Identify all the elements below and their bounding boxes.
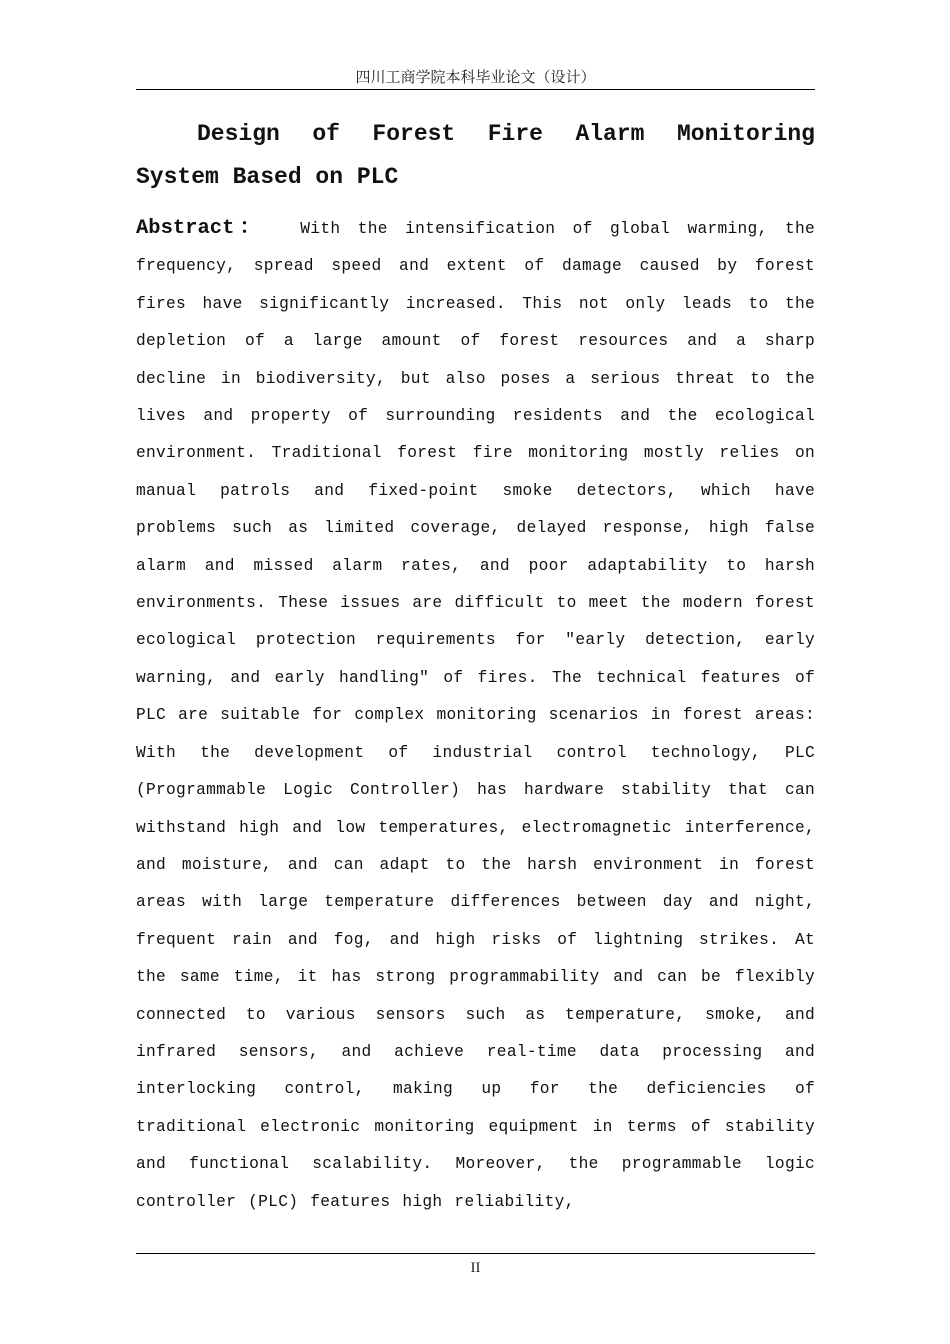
abstract-label: Abstract： xyxy=(136,217,266,240)
header-rule xyxy=(136,89,815,90)
running-header: 四川工商学院本科毕业论文（设计） xyxy=(355,68,596,86)
abstract-text: With the intensification of global warming, the frequency, spread speed and extent of damage caused by forest fires have significantly increased. This not only leads to the depletion of a large amount of forest resources and a sharp decline in biodiversity, but also poses a serious threat to the lives and property of surrounding residents and the ecological environment. Traditional forest fire monitoring mostly relies on manual patrols and fixed-point smoke detectors, which have problems such as limited coverage, delayed response, high false alarm and missed alarm rates, and poor adaptability to harsh environments. These issues are difficult to meet the modern forest ecological protection requirements for "early detection, early warning, and early handling" of fires. The technical features of PLC are suitable for complex monitoring scenarios in forest areas: With the development of industrial control technology, PLC (Programmable Logic Controller) has hardware stability that can withstand high and low temperatures, electromagnetic interference, and moisture, and can adapt to the harsh environment in forest areas with large temperature differences between day and night, frequent rain and fog, and high risks of lightning strikes. At the same time, it has strong programmability and can be flexibly connected to various sensors such as temperature, smoke, and infrared sensors, and achieve real-time data processing and interlocking control, making up for the deficiencies of traditional electronic monitoring equipment in terms of stability and functional scalability. Moreover, the programmable logic controller (PLC) features high reliability, xyxy=(136,220,815,1211)
abstract-paragraph xyxy=(136,210,815,1221)
paper-title: Design of Forest Fire Alarm Monitoring System Based on PLC xyxy=(136,121,815,190)
page-number: II xyxy=(470,1260,481,1276)
footer-rule xyxy=(136,1253,815,1254)
